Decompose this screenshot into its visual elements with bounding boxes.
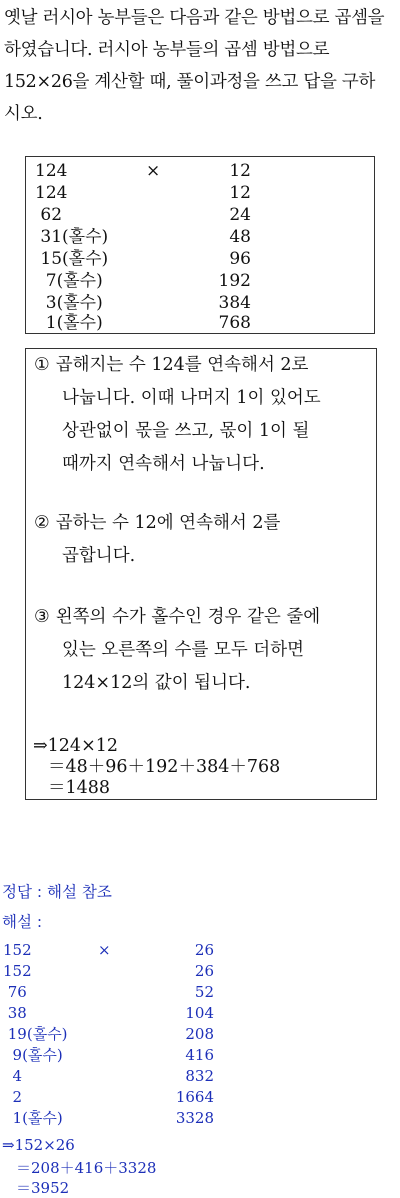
result-line: ＝48＋96＋192＋384＋768 [48, 757, 281, 777]
step1-line: 때까지 연속해서 나눕니다. [62, 454, 265, 474]
example-row [26, 182, 374, 204]
example-row [26, 204, 374, 226]
solution-right: 26 [194, 962, 214, 980]
solution-right: 832 [185, 1067, 214, 1085]
solution-left: 152 [3, 941, 32, 959]
example-right: 12 [229, 161, 251, 181]
step-number: ③ [34, 607, 50, 627]
example-right: 768 [218, 313, 251, 333]
step1-line [34, 354, 308, 376]
solution-left: 152 [3, 962, 32, 980]
example-right: 96 [229, 249, 251, 269]
solution-right: 208 [185, 1025, 214, 1043]
result-line: ⇒124×12 [33, 736, 118, 756]
solution-result-line: ＝208＋416＋3328 [16, 1159, 157, 1177]
solution-left: 19(홀수) [3, 1025, 68, 1043]
example-left: 7(홀수) [35, 271, 103, 291]
explanation-box [25, 348, 377, 800]
step-text: 곱해지는 수 124를 연속해서 2로 [55, 355, 309, 375]
example-right: 384 [218, 293, 251, 313]
solution-left: 76 [3, 983, 27, 1001]
example-row [26, 226, 374, 248]
answer-label: 정답 : 해설 참조 [2, 883, 112, 901]
solution-left: 9(홀수) [3, 1046, 63, 1064]
step-text: 왼쪽의 수가 홀수인 경우 같은 줄에 [55, 607, 321, 627]
step3-line: 124×12의 값이 됩니다. [62, 673, 251, 693]
result-line: ＝1488 [48, 778, 111, 798]
solution-row [0, 1108, 400, 1128]
solution-left: 4 [3, 1067, 23, 1085]
example-header-row [26, 160, 374, 182]
solution-right: 52 [194, 983, 214, 1001]
problem-line: 시오. [4, 104, 43, 124]
multiply-sign: × [146, 161, 161, 181]
example-right: 12 [229, 183, 251, 203]
example-left: 124 [35, 183, 68, 203]
step-number: ② [34, 513, 50, 533]
step3-line: 있는 오른쪽의 수를 모두 더하면 [62, 640, 305, 660]
solution-row [0, 1087, 400, 1107]
solution-left: 2 [3, 1088, 23, 1106]
problem-text [4, 2, 398, 130]
multiply-sign: × [98, 941, 111, 959]
step3-line [34, 606, 320, 628]
problem-line: 하였습니다. 러시아 농부들의 곱셈 방법으로 [4, 40, 330, 60]
example-right: 24 [229, 205, 251, 225]
solution-row [0, 982, 400, 1002]
solution-right: 26 [194, 941, 214, 959]
solution-header-row [0, 940, 400, 960]
solution-right: 3328 [175, 1109, 214, 1127]
solution-right: 1664 [175, 1088, 214, 1106]
step2-line [34, 512, 280, 534]
example-table [25, 156, 375, 334]
solution-label: 해설 : [2, 913, 43, 931]
example-right: 48 [229, 227, 251, 247]
solution-right: 104 [185, 1004, 214, 1022]
example-row [26, 312, 374, 334]
solution-left: 1(홀수) [3, 1109, 63, 1127]
solution-result-line: ＝3952 [16, 1179, 70, 1197]
example-left: 124 [35, 161, 68, 181]
solution-row [0, 1024, 400, 1044]
example-left: 1(홀수) [35, 313, 103, 333]
example-left: 62 [35, 205, 63, 225]
step1-line: 상관없이 몫을 쓰고, 몫이 1이 될 [62, 421, 310, 441]
solution-right: 416 [185, 1046, 214, 1064]
step1-line: 나눕니다. 이때 나머지 1이 있어도 [62, 388, 321, 408]
step2-line: 곱합니다. [62, 546, 136, 566]
example-row [26, 270, 374, 292]
problem-line: 옛날 러시아 농부들은 다음과 같은 방법으로 곱셈을 [4, 8, 385, 28]
problem-line: 152×26을 계산할 때, 풀이과정을 쓰고 답을 구하 [4, 72, 376, 92]
solution-row [0, 1045, 400, 1065]
step-number: ① [34, 355, 50, 375]
example-left: 15(홀수) [35, 249, 109, 269]
solution-row [0, 961, 400, 981]
example-row [26, 248, 374, 270]
step-text: 곱하는 수 12에 연속해서 2를 [55, 513, 281, 533]
solution-result-line: ⇒152×26 [2, 1136, 75, 1154]
solution-row [0, 1066, 400, 1086]
example-right: 192 [218, 271, 251, 291]
example-row [26, 292, 374, 314]
example-left: 3(홀수) [35, 293, 103, 313]
solution-left: 38 [3, 1004, 27, 1022]
solution-row [0, 1003, 400, 1023]
example-left: 31(홀수) [35, 227, 109, 247]
